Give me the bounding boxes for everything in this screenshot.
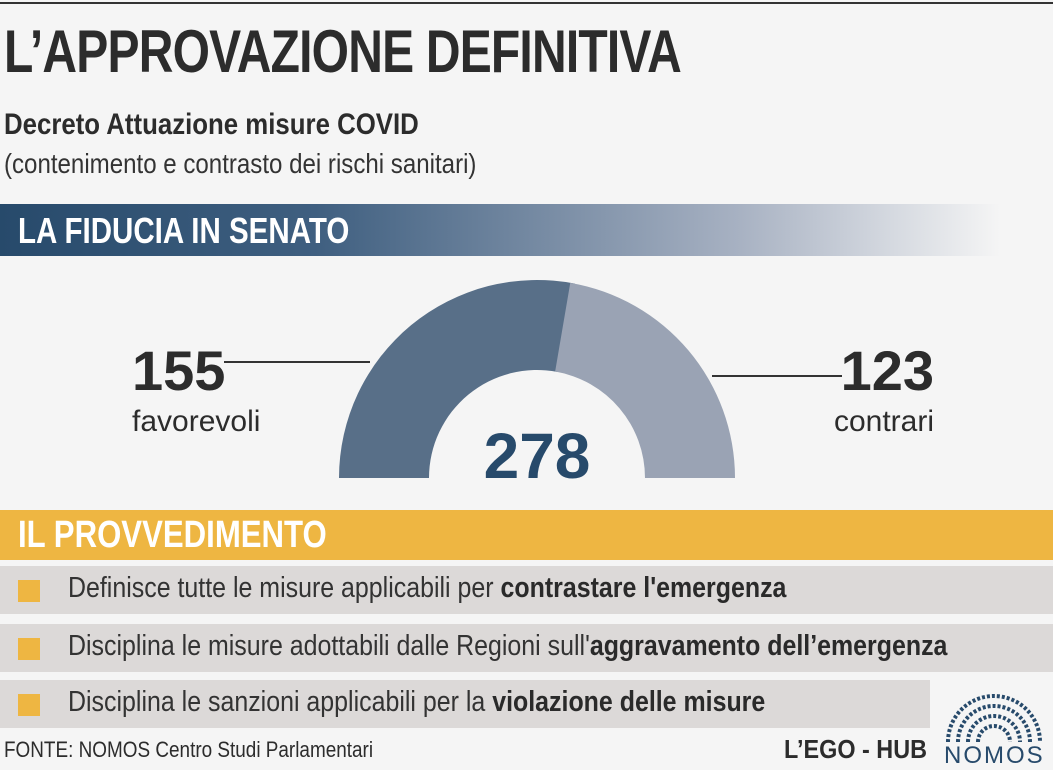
- page-title: L’APPROVAZIONE DEFINITIVA: [4, 18, 681, 85]
- brand-label: L’EGO - HUB: [784, 734, 928, 764]
- nomos-logo-text: NOMOS: [944, 742, 1045, 769]
- top-rule: [0, 2, 1053, 4]
- bullet-square-icon: [18, 580, 40, 602]
- value-contrari: 123: [840, 339, 934, 402]
- provvedimento-band: [0, 510, 1053, 560]
- vote-chart: [0, 256, 1053, 510]
- list-item: [0, 680, 930, 728]
- senato-band: [0, 204, 1053, 256]
- nomos-logo-icon: [940, 690, 1048, 746]
- list-item-text: Disciplina le misure adottabili dalle Regioni sull'aggravamento dell’emergenza: [68, 630, 948, 662]
- list-item-text: Disciplina le sanzioni applicabili per la violazione delle misure: [68, 686, 766, 718]
- provvedimento-band-label: IL PROVVEDIMENTO: [18, 514, 327, 556]
- total-votes: 278: [483, 420, 591, 492]
- decree-subtitle: Decreto Attuazione misure COVID: [4, 108, 419, 141]
- label-favorevoli: favorevoli: [132, 405, 261, 438]
- list-item: [0, 624, 1053, 672]
- decree-subnote: (contenimento e contrasto dei rischi sanitari): [4, 148, 477, 179]
- value-favorevoli: 155: [132, 339, 226, 402]
- bullet-square-icon: [18, 694, 40, 716]
- source-note: FONTE: NOMOS Centro Studi Parlamentari: [4, 737, 374, 762]
- list-item-text: Definisce tutte le misure applicabili per contrastare l'emergenza: [68, 572, 787, 604]
- label-contrari: contrari: [833, 405, 934, 438]
- bullet-square-icon: [18, 638, 40, 660]
- list-item: [0, 566, 1053, 614]
- senato-band-label: LA FIDUCIA IN SENATO: [18, 210, 350, 251]
